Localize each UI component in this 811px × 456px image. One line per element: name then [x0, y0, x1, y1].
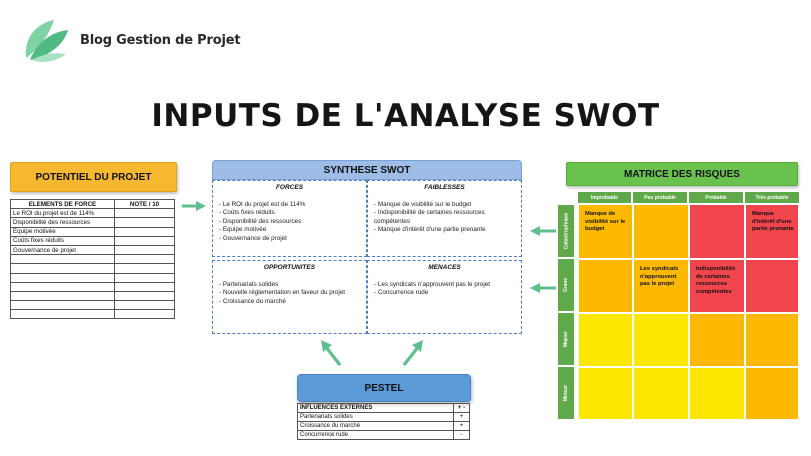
table-cell: -: [454, 431, 470, 440]
risk-matrix: [558, 192, 799, 420]
matrix-col-probable: Probable: [689, 192, 743, 203]
swot-grid: [212, 180, 522, 334]
potentiel-header: POTENTIEL DU PROJET: [10, 162, 177, 192]
swot-faiblesses-title: FAIBLESSES: [424, 184, 465, 191]
page-title: INPUTS DE L'ANALYSE SWOT: [151, 98, 660, 134]
matrix-col-peu-probable: Peu probable: [633, 192, 687, 203]
matrice-header: MATRICE DES RISQUES: [566, 162, 798, 186]
table-row: [11, 218, 175, 227]
table-cell: [115, 301, 175, 310]
table-cell: [11, 301, 115, 310]
matrix-cell: Manque d'intérêt d'une partie prenante: [745, 204, 799, 259]
table-cell: Equipe motivée: [11, 227, 115, 236]
list-item: - Equipe motivée: [219, 226, 267, 234]
matrix-cell: [633, 204, 689, 259]
list-item: - Gouvernance de projet: [219, 234, 287, 242]
list-item: - Croissance du marché: [219, 297, 286, 305]
matrix-cell: Indisponibilité de certaines ressources compétentes: [689, 259, 745, 313]
pestel-col-sign: + -: [454, 404, 470, 413]
matrix-cell: Manque de visibilité sur le budget: [578, 204, 633, 259]
table-row: [11, 301, 175, 310]
swot-faiblesses-list: [368, 191, 521, 235]
list-item: - Indisponibilité de certaines ressources compétentes: [374, 209, 485, 225]
table-row: [11, 282, 175, 291]
table-row: [11, 310, 175, 319]
matrix-cell: [745, 259, 799, 313]
matrix-cell: [578, 367, 633, 420]
matrix-row-majeur: [558, 313, 574, 365]
arrow-left-icon: [528, 224, 558, 238]
swot-menaces-title: MENACES: [428, 264, 461, 271]
matrix-cell: [633, 367, 689, 420]
pestel-header: PESTEL: [297, 374, 471, 402]
list-item: - Coûts fixes réduits: [219, 209, 275, 217]
table-cell: [11, 310, 115, 319]
swot-opportunites-title: OPPORTUNITES: [263, 264, 316, 271]
list-item: - Disponibilité des ressources: [219, 217, 302, 225]
table-cell: [115, 218, 175, 227]
table-row: [11, 236, 175, 245]
table-cell: [115, 209, 175, 218]
pestel-col-influences: INFLUENCES EXTERNES: [298, 404, 454, 413]
brand-name: Blog Gestion de Projet: [80, 32, 241, 48]
synthese-header: SYNTHESE SWOT: [212, 160, 522, 180]
table-cell: [115, 310, 175, 319]
table-cell: [11, 273, 115, 282]
arrow-left-icon: [528, 281, 558, 295]
arrow-up-right-icon: [400, 337, 426, 367]
list-item: - Manque de visibilité sur le budget: [374, 201, 472, 208]
list-item: - Manque d'intérêt d'une partie prenante: [374, 226, 486, 234]
table-row: [11, 209, 175, 218]
table-cell: [115, 227, 175, 236]
table-row: [11, 273, 175, 282]
matrix-cell: [745, 313, 799, 367]
matrix-col-tres-probable: Très probable: [745, 192, 799, 203]
potentiel-col-note: NOTE / 10: [115, 200, 175, 209]
table-cell: Croissance du marché: [298, 422, 454, 431]
table-row: [11, 255, 175, 264]
table-cell: Le ROI du projet est de 114%: [11, 209, 115, 218]
pestel-table: [297, 403, 470, 440]
table-row: [11, 264, 175, 273]
matrix-cell: [689, 367, 745, 420]
list-item: - Concurrence rude: [374, 289, 429, 297]
arrow-up-left-icon: [318, 337, 344, 367]
table-cell: [115, 282, 175, 291]
brand-logo[interactable]: [20, 18, 240, 62]
matrix-cell: [745, 367, 799, 420]
table-row: [11, 291, 175, 300]
swot-forces: [212, 180, 367, 257]
matrix-row-label: Mineur: [563, 384, 570, 402]
matrix-cell: [689, 204, 745, 259]
table-cell: [11, 291, 115, 300]
swot-forces-list: [213, 191, 366, 243]
potentiel-col-elements: ELEMENTS DE FORCE: [11, 200, 115, 209]
table-cell: [11, 255, 115, 264]
leaf-logo-icon: [20, 18, 72, 62]
table-cell: Concurrence rude: [298, 431, 454, 440]
swot-menaces: [367, 260, 522, 334]
matrix-cell: [689, 313, 745, 367]
matrix-col-improbable: Improbable: [578, 192, 631, 203]
matrix-row-label: Catastrophique: [563, 212, 570, 250]
table-cell: Disponibilité des ressources: [11, 218, 115, 227]
table-cell: [115, 291, 175, 300]
matrix-cell: [633, 313, 689, 367]
list-item: - Le ROI du projet est de 114%: [219, 201, 306, 208]
table-row: [298, 413, 470, 422]
table-cell: [115, 255, 175, 264]
table-cell: +: [454, 422, 470, 431]
matrix-row-label: Majeur: [563, 330, 569, 348]
table-cell: [115, 273, 175, 282]
table-cell: Partenariats solides: [298, 413, 454, 422]
matrix-row-mineur: [558, 367, 574, 419]
list-item: - Nouvelle réglementation en faveur du projet: [219, 289, 346, 297]
table-cell: [115, 236, 175, 245]
swot-opportunites-list: [213, 271, 366, 306]
table-cell: +: [454, 413, 470, 422]
matrix-row-grave: [558, 259, 574, 311]
table-cell: [11, 264, 115, 273]
matrix-row-catastrophique: [558, 205, 574, 257]
table-cell: [115, 264, 175, 273]
matrix-cell: [578, 313, 633, 367]
table-cell: [11, 282, 115, 291]
swot-opportunites: [212, 260, 367, 334]
list-item: - Partenariats solides: [219, 281, 279, 288]
matrix-cell: [578, 259, 633, 313]
table-row: [11, 227, 175, 236]
table-row: [11, 245, 175, 254]
matrix-cell: Les syndicats n'approuvent pas le projet: [633, 259, 689, 313]
swot-faiblesses: [367, 180, 522, 257]
potentiel-table: [10, 199, 175, 319]
table-cell: Coûts fixes réduits: [11, 236, 115, 245]
matrix-row-label: Grave: [563, 277, 569, 293]
arrow-right-icon: [180, 199, 208, 213]
swot-menaces-list: [368, 271, 521, 298]
table-row: [298, 422, 470, 431]
table-cell: [115, 245, 175, 254]
list-item: - Les syndicats n'approuvent pas le projet: [374, 281, 491, 288]
table-cell: Gouvernance de projet: [11, 245, 115, 254]
swot-forces-title: FORCES: [275, 184, 304, 191]
table-row: [298, 431, 470, 440]
